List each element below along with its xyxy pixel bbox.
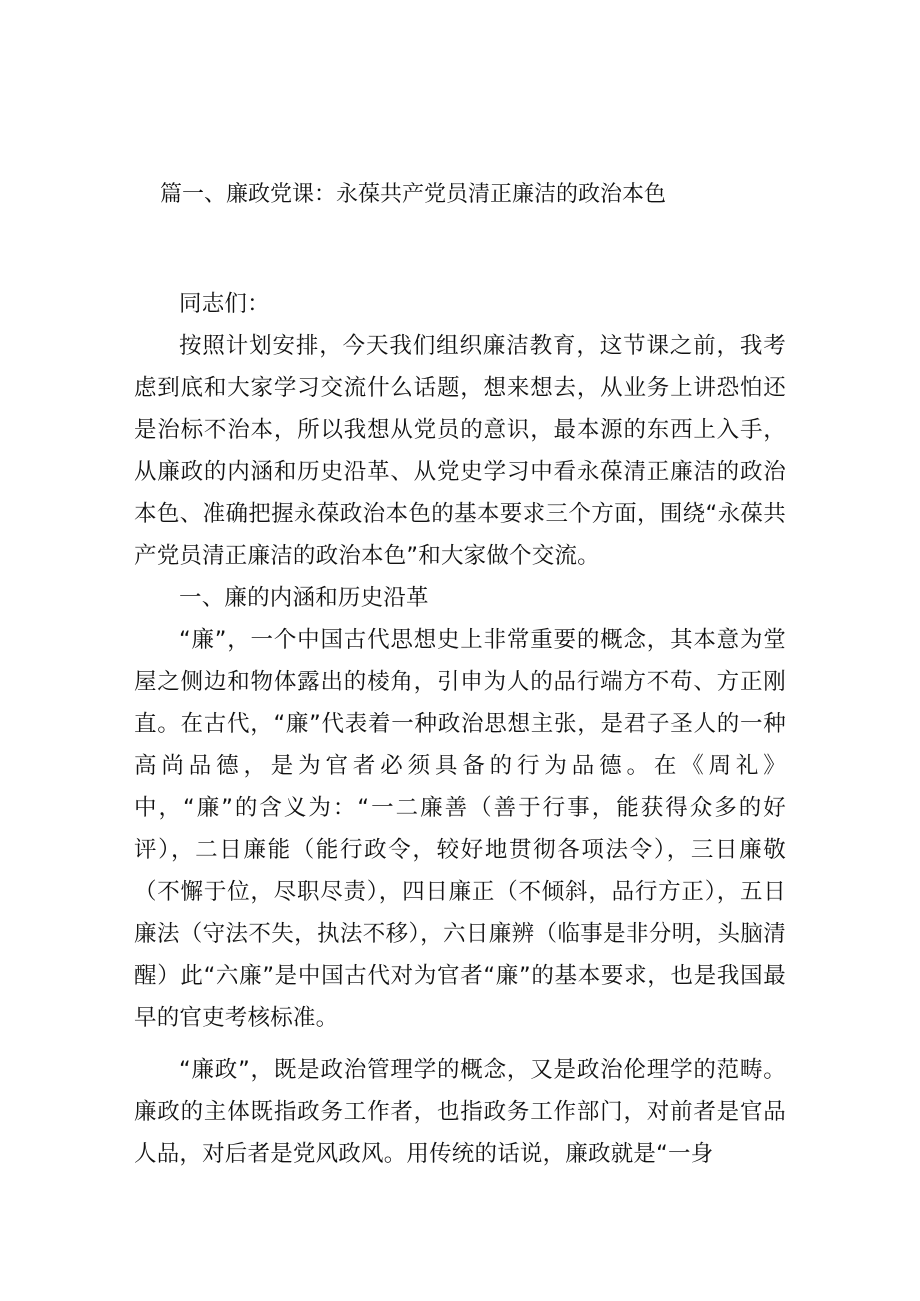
document-title: 篇一、廉政党课：永葆共产党员清正廉洁的政治本色 [160,182,667,207]
document-body [134,283,786,1175]
intro-paragraph: 按照计划安排，今天我们组织廉洁教育，这节课之前，我考虑到底和大家学习交流什么话题，想来想去，从业务上讲恐怕还是治标不治本，所以我想从党员的意识，最本源的东西上入手，从廉政的内涵和历史沿革、从党史学习中看永葆清正廉洁的政治本色、准确把握永葆政治本色的基本要求三个方面，围绕“永葆共产党员清正廉洁的政治本色”和大家做个交流。 [134,333,786,569]
lianzheng-paragraph: “廉政”，既是政治管理学的概念，又是政治伦理学的范畴。廉政的主体既指政务工作者，也指政务工作部门，对前者是官品人品，对后者是党风政风。用传统的话说，廉政就是“一身 [134,1057,786,1167]
lian-definition-paragraph: “廉”，一个中国古代思想史上非常重要的概念，其本意为堂屋之侧边和物体露出的棱角，引申为人的品行端方不苟、方正刚直。在古代，“廉”代表着一种政治思想主张，是君子圣人的一种高尚品德，是为官者必须具备的行为品德。在《周礼》中，“廉”的含义为：“一二廉善（善于行事，能获得众多的好评），二日廉能（能行政令，较好地贯彻各项法令），三日廉敬（不懈于位，尽职尽责），四日廉正（不倾斜，品行方正），五日廉法（守法不失，执法不移），六日廉辨（临事是非分明，头脑清醒）此“六廉”是中国古代对为官者“廉”的基本要求，也是我国最早的官吏考核标准。 [134,627,786,1031]
salutation-paragraph: 同志们： [179,291,270,317]
section-heading: 一、廉的内涵和历史沿革 [179,585,429,611]
